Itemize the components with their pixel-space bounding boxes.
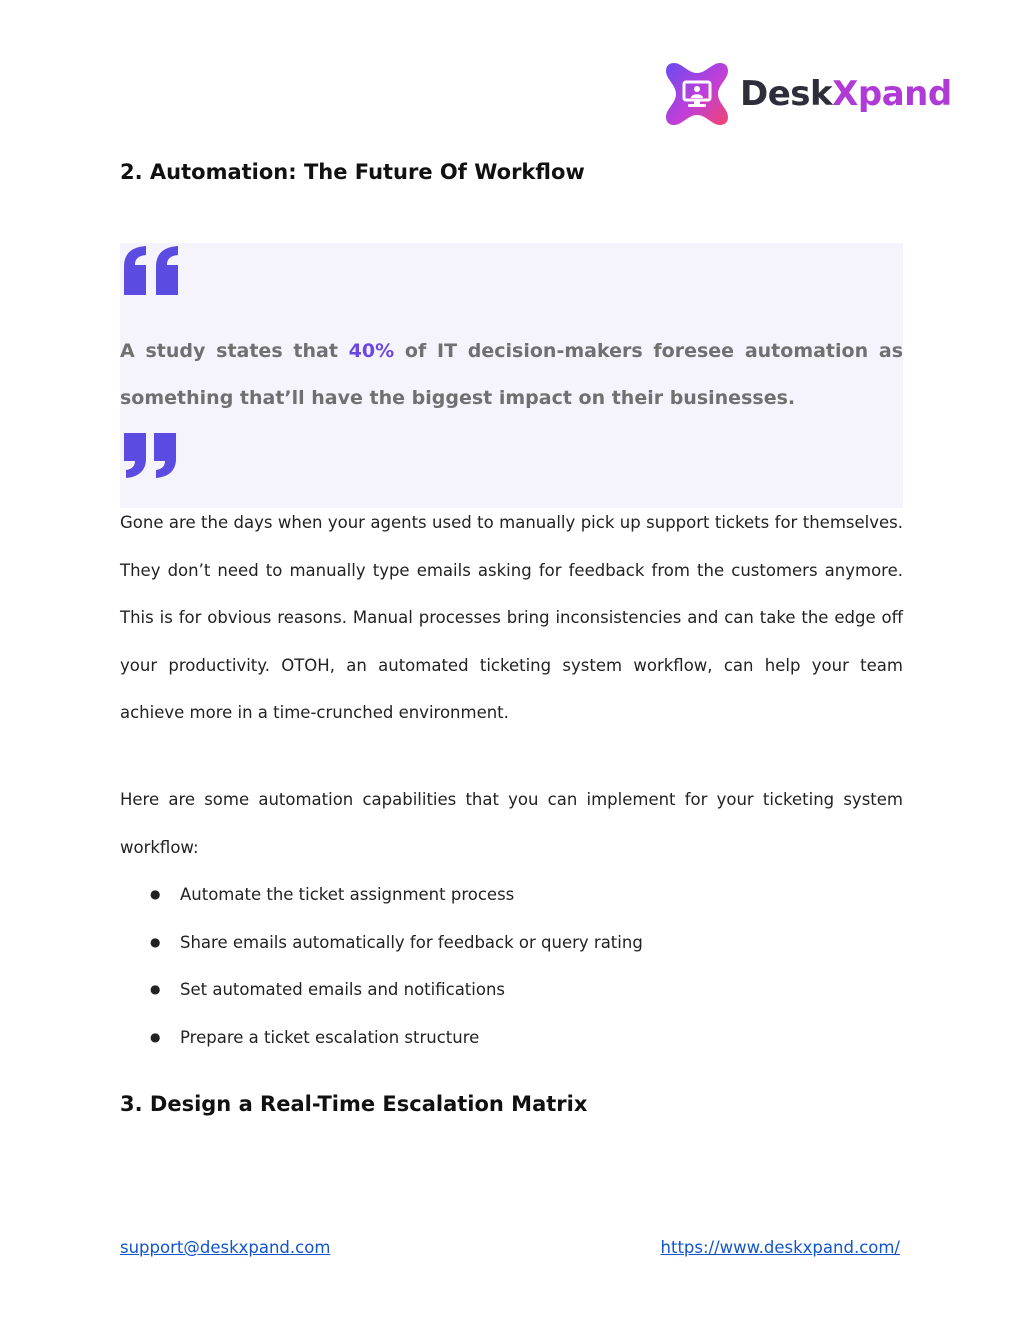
brand-logo xyxy=(664,60,952,128)
deskxpand-logo-icon xyxy=(664,61,730,127)
list-item xyxy=(150,1014,643,1062)
brand-name-part1: Desk xyxy=(740,74,833,114)
section-heading-automation: 2. Automation: The Future Of Workflow xyxy=(120,160,585,184)
automation-capabilities-list xyxy=(150,871,643,1061)
bullet-icon: ● xyxy=(150,887,161,901)
list-item-text: Set automated emails and notifications xyxy=(180,980,506,1000)
list-item-text: Automate the ticket assignment process xyxy=(180,885,515,904)
bullet-icon: ● xyxy=(150,1029,161,1044)
list-item-text: Share emails automatically for feedback or query rating xyxy=(180,932,643,952)
quote-block xyxy=(120,243,903,508)
quote-highlight-stat: 40% xyxy=(348,340,395,362)
section-heading-escalation-matrix: 3. Design a Real-Time Escalation Matrix xyxy=(120,1092,588,1116)
quote-text-before: A study states that xyxy=(120,340,349,362)
brand-wordmark xyxy=(740,74,952,114)
bullet-icon: ● xyxy=(150,934,161,949)
body-paragraph-capabilities-intro: Here are some automation capabilities that you can implement for your ticketing system workflow: xyxy=(120,790,903,857)
brand-name-part2: Xpand xyxy=(832,74,952,114)
list-item-text: Prepare a ticket escalation structure xyxy=(180,1027,480,1047)
list-item xyxy=(150,966,643,1014)
close-quote-icon xyxy=(122,431,182,479)
bullet-icon: ● xyxy=(150,982,161,997)
open-quote-icon xyxy=(122,245,182,297)
body-paragraph-automation: Gone are the days when your agents used to manually pick up support tickets for themselves. They don’t need to manually type emails asking for feedback from the customers anymore. This is for obvious reasons. Manual processes bring inconsistencies and can take the edge off your productivity. OTOH, an automated ticketing system workflow, can help your team achieve more in a time-crunched environment. xyxy=(120,513,903,723)
list-item xyxy=(150,919,643,967)
list-item xyxy=(150,871,643,919)
quote-text xyxy=(120,328,903,422)
footer-website-link[interactable]: https://www.deskxpand.com/ xyxy=(660,1238,900,1257)
quote-text-after: of IT decision-makers foresee automation as something that’ll have the biggest impact on their businesses. xyxy=(120,340,903,409)
footer-email-link[interactable]: support@deskxpand.com xyxy=(120,1238,331,1257)
